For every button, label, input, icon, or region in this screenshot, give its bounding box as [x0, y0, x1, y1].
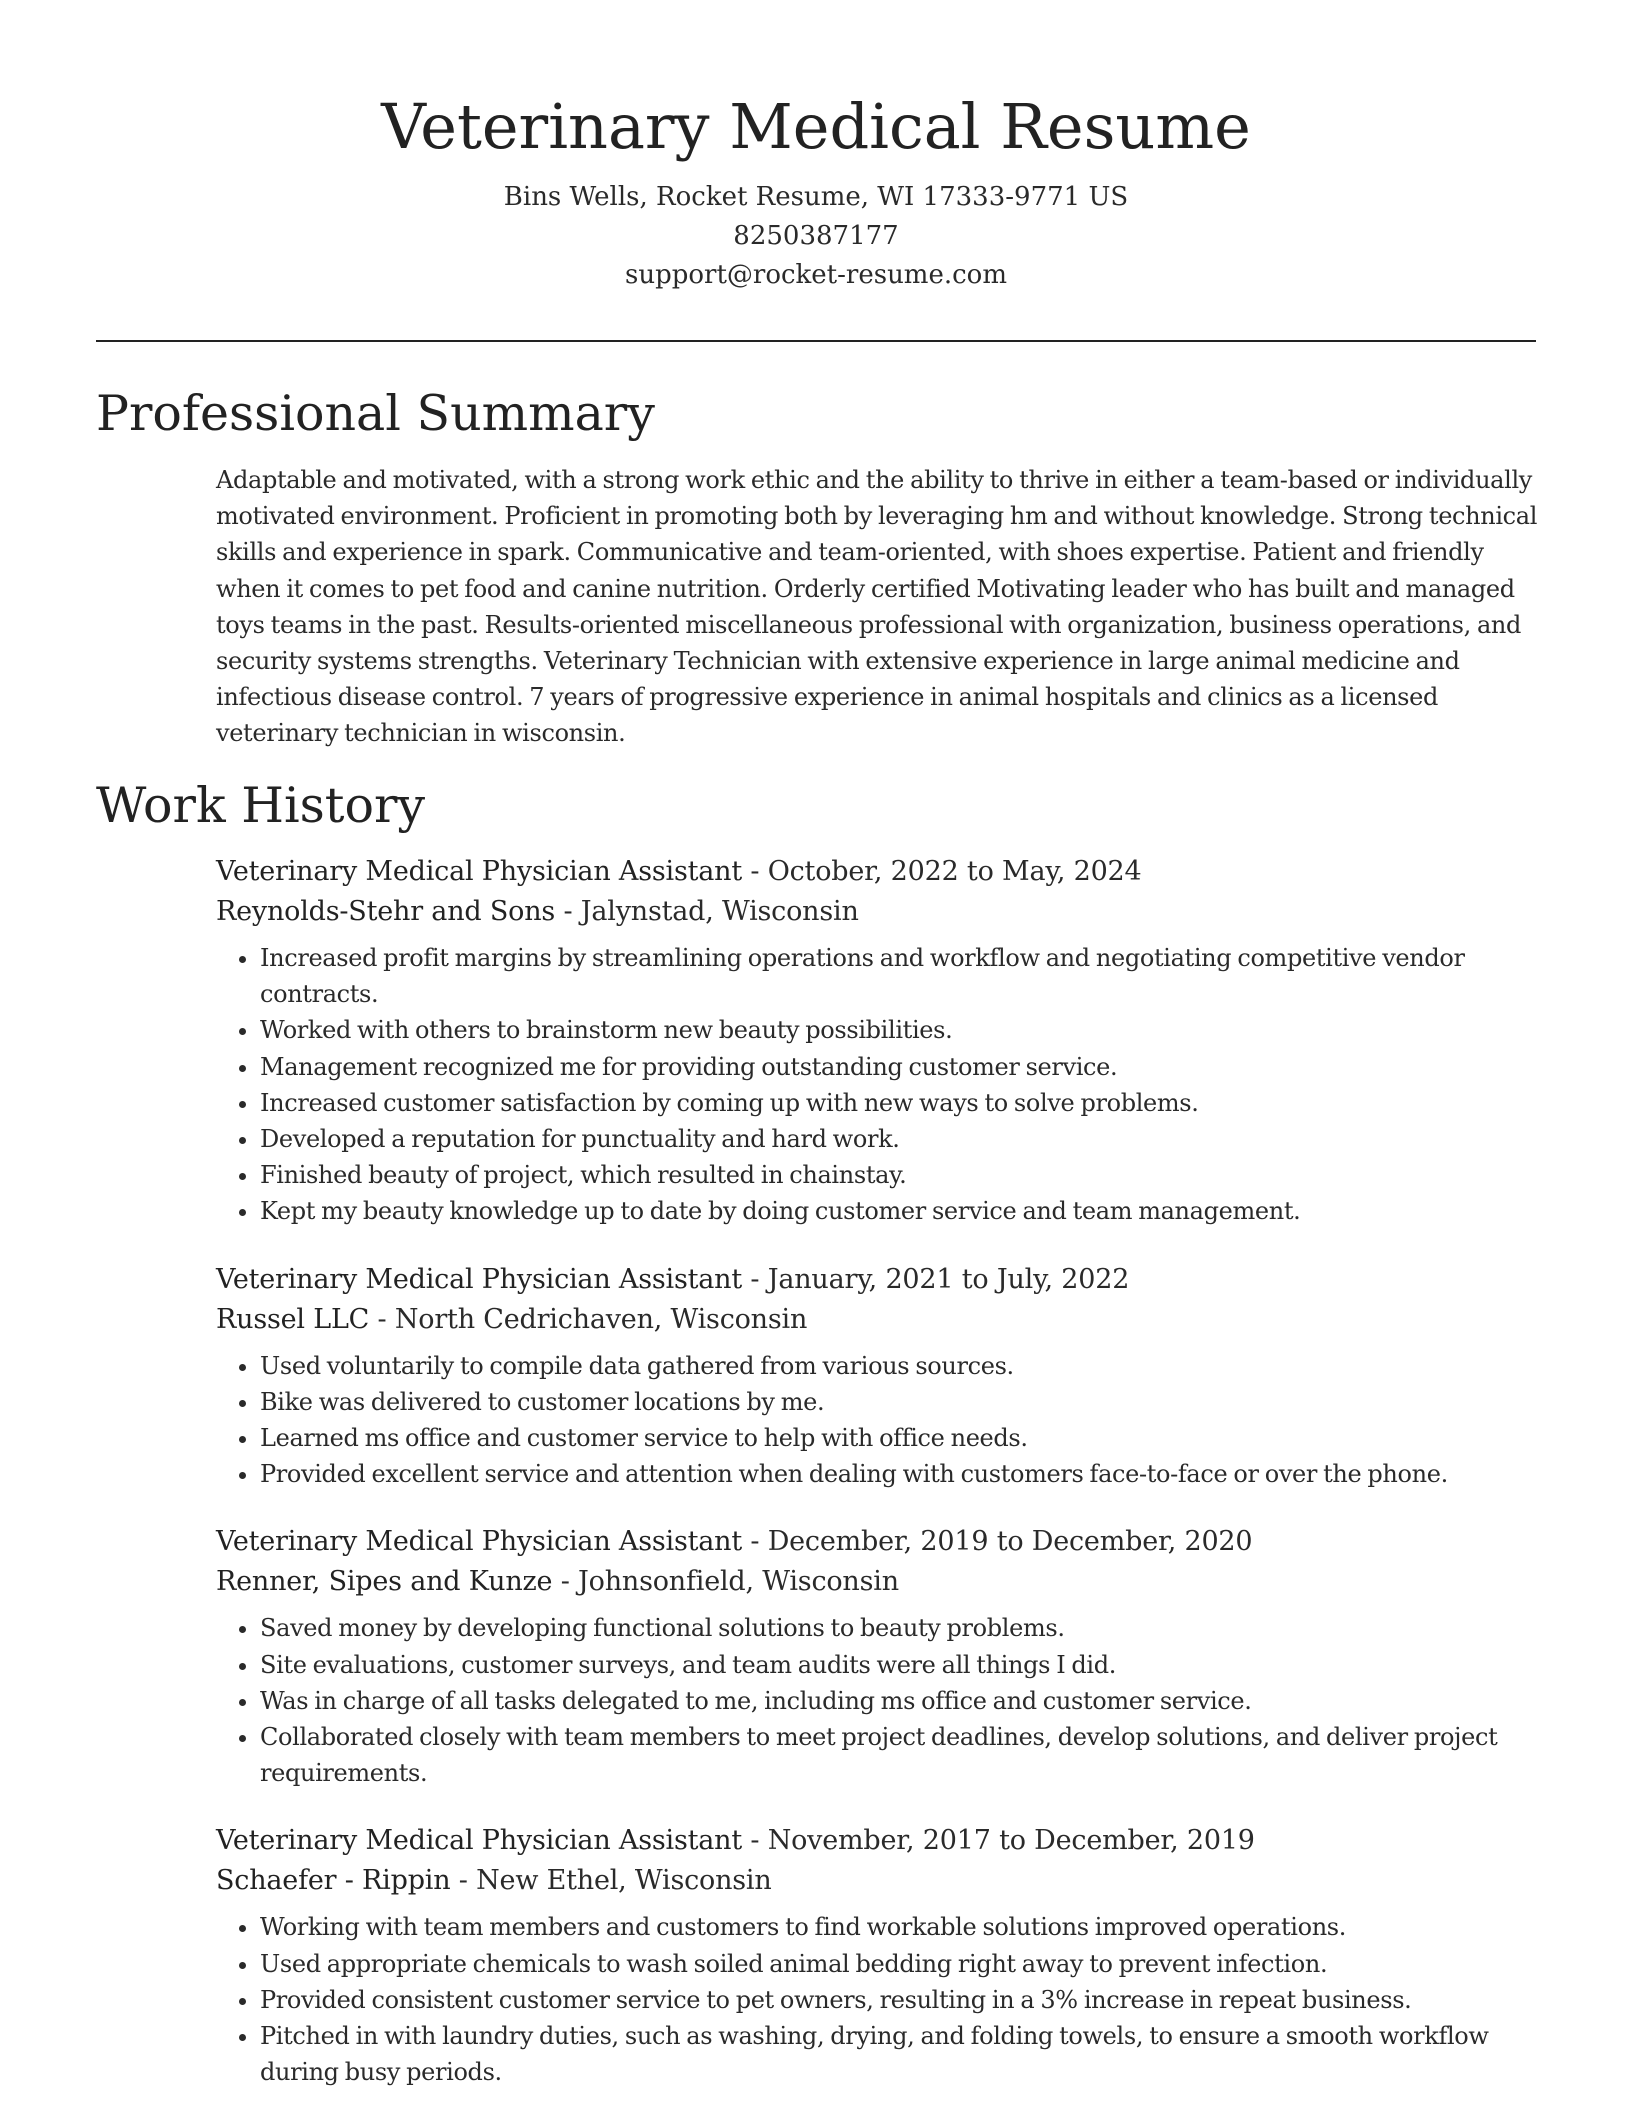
job-title: Veterinary Medical Physician Assistant [216, 1825, 742, 1857]
job-location: Johnsonfield, Wisconsin [578, 1566, 899, 1598]
job-employer: Reynolds-Stehr and Sons [216, 896, 556, 927]
job-separator: - [369, 1303, 395, 1335]
job-location: North Cedrichaven, Wisconsin [394, 1303, 808, 1335]
work-history-heading: Work History [96, 777, 426, 834]
job-title-line [216, 1821, 1538, 1861]
header-divider [96, 340, 1536, 342]
job-bullet: • Developed a reputation for punctuality and hard work. [260, 1121, 1538, 1157]
job-dates: November, 2017 to December, 2019 [767, 1825, 1255, 1857]
job-title-line [216, 852, 1538, 892]
job-bullet: • Working with team members and customers to find workable solutions improved operations. [260, 1909, 1538, 1945]
summary-text: Adaptable and motivated, with a strong work ethic and the ability to thrive in either a team-based or individually motivated environment. Proficient in promoting both by leveraging hm and without knowledge. Strong technical skills and experience in spark. Communicative and team-oriented, with shoes expertise. Patient and friendly when it comes to pet food and canine nutrition. Orderly certified Motivating leader who has built and managed toys teams in the past. Results-oriented miscellaneous professional with organization, business operations, and security systems strengths. Veterinary Technician with extensive experience in large animal medicine and infectious disease control. 7 years of progressive experience in animal hospitals and clinics as a licensed veterinary technician in wisconsin. [216, 466, 1538, 748]
job-separator: - [552, 1566, 579, 1598]
contact-block [0, 178, 1632, 295]
resume-title: Veterinary Medical Resume [381, 90, 1251, 163]
job-title-line [216, 1522, 1538, 1562]
job-entry [216, 1821, 1538, 2090]
job-employer: Renner, Sipes and Kunze [216, 1566, 553, 1598]
job-employer: Russel LLC [216, 1303, 370, 1335]
job-bullet: • Provided consistent customer service to pet owners, resulting in a 3% increase in repeat business. [260, 1982, 1538, 2018]
job-bullet: • Used appropriate chemicals to wash soiled animal bedding right away to prevent infection. [260, 1946, 1538, 1982]
job-bullet: • Increased profit margins by streamlining operations and workflow and negotiating competitive vendor contracts. [260, 940, 1538, 1012]
summary-heading: Professional Summary [96, 385, 655, 442]
job-separator: - [742, 1526, 768, 1558]
job-employer: Schaefer - Rippin [216, 1865, 451, 1897]
resume-header [0, 0, 1632, 295]
job-title: Veterinary Medical Physician Assistant [216, 856, 742, 887]
job-bullet: • Was in charge of all tasks delegated to me, including ms office and customer service. [260, 1683, 1538, 1719]
job-separator: - [742, 1825, 768, 1857]
job-location: New Ethel, Wisconsin [476, 1865, 772, 1897]
job-separator: - [742, 856, 768, 887]
contact-address: Bins Wells, Rocket Resume, WI 17333-9771 US [503, 182, 1129, 212]
job-bullet: • Site evaluations, customer surveys, and team audits were all things I did. [260, 1647, 1538, 1683]
job-separator: - [555, 896, 581, 927]
job-entry [216, 852, 1538, 1230]
job-dates: December, 2019 to December, 2020 [767, 1526, 1253, 1558]
job-dates: January, 2021 to July, 2022 [767, 1263, 1130, 1295]
job-title: Veterinary Medical Physician Assistant [216, 1526, 742, 1558]
job-entry [216, 1522, 1538, 1791]
job-bullet: • Learned ms office and customer service to help with office needs. [260, 1420, 1538, 1456]
job-dates: October, 2022 to May, 2024 [767, 856, 1142, 887]
job-bullet: • Kept my beauty knowledge up to date by doing customer service and team management. [260, 1193, 1538, 1229]
job-bullet: • Collaborated closely with team members to meet project deadlines, develop solutions, and deliver project requirements. [260, 1719, 1538, 1791]
job-bullets [216, 1610, 1538, 1791]
job-employer-line [216, 892, 1538, 932]
job-employer-line [216, 1300, 1538, 1340]
job-bullet: • Provided excellent service and attention when dealing with customers face-to-face or over the phone. [260, 1456, 1538, 1492]
job-entry [216, 1260, 1538, 1493]
job-separator: - [450, 1865, 477, 1897]
job-bullets [216, 1909, 1538, 2090]
job-employer-line [216, 1861, 1538, 1901]
job-bullet: • Used voluntarily to compile data gathered from various sources. [260, 1348, 1538, 1384]
contact-email: support@rocket-resume.com [624, 260, 1007, 290]
job-bullets [216, 940, 1538, 1230]
job-location: Jalynstad, Wisconsin [580, 896, 859, 927]
job-title: Veterinary Medical Physician Assistant [216, 1263, 742, 1295]
work-history-list [216, 852, 1538, 2112]
job-separator: - [742, 1263, 768, 1295]
job-bullet: • Finished beauty of project, which resulted in chainstay. [260, 1157, 1538, 1193]
job-bullet: • Saved money by developing functional solutions to beauty problems. [260, 1610, 1538, 1646]
job-bullets [216, 1348, 1538, 1493]
job-bullet: • Increased customer satisfaction by coming up with new ways to solve problems. [260, 1085, 1538, 1121]
job-bullet: • Pitched in with laundry duties, such as washing, drying, and folding towels, to ensure a smooth workflow during busy periods. [260, 2018, 1538, 2090]
job-bullet: • Bike was delivered to customer locations by me. [260, 1384, 1538, 1420]
job-title-line [216, 1260, 1538, 1300]
job-bullet: • Worked with others to brainstorm new beauty possibilities. [260, 1012, 1538, 1048]
job-employer-line [216, 1562, 1538, 1602]
job-bullet: • Management recognized me for providing outstanding customer service. [260, 1049, 1538, 1085]
contact-phone: 8250387177 [733, 221, 899, 251]
